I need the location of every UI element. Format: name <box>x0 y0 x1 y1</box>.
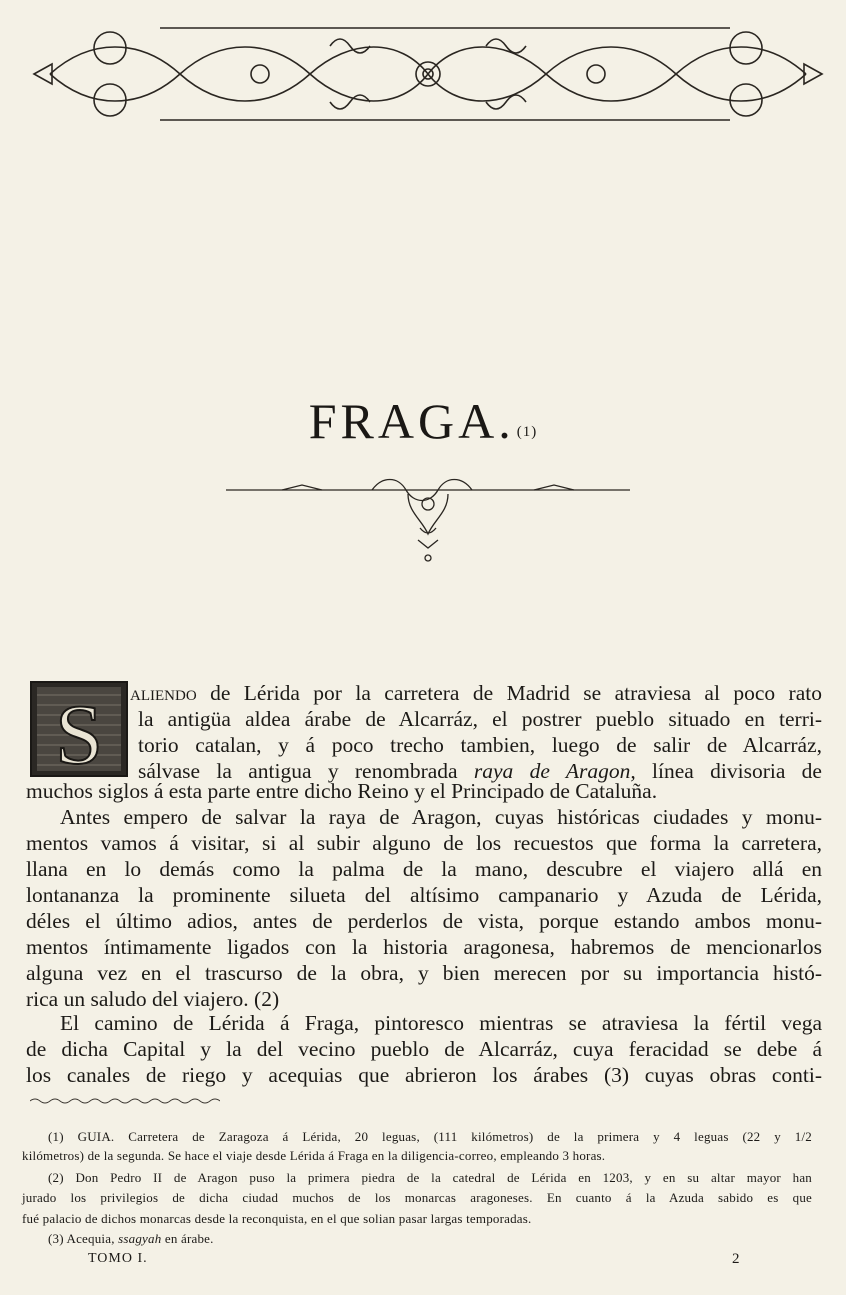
footnote-line: (2) Don Pedro II de Aragon puso la primera piedra de la catedral de Lérida en 1203, y en su altar mayor han <box>48 1170 812 1185</box>
text-line: rica un saludo del viajero. (2) <box>26 987 280 1011</box>
footnote-line: kilómetros) de la segunda. Se hace el viaje desde Lérida á Fraga en la diligencia-correo, empleando 3 horas. <box>22 1148 606 1163</box>
text-line: alguna vez en el trascurso de la obra, y bien merecen por su importancia histó- <box>26 961 822 985</box>
text-line: lontananza la prominente silueta del altísimo campanario y Azuda de Lérida, <box>26 883 822 907</box>
chapter-title-block <box>0 392 846 450</box>
footnote-separator <box>30 1096 220 1106</box>
text-line: torio catalan, y á poco trecho tambien, luego de salir de Alcarráz, <box>138 733 822 757</box>
text-span: línea divisoria de <box>635 759 822 783</box>
text-line: la antigüa aldea árabe de Alcarráz, el postrer pueblo situado en terri- <box>138 707 822 731</box>
italic-phrase: raya de Aragon, <box>473 759 636 783</box>
page-number: 2 <box>732 1251 740 1267</box>
drop-cap-letter: S <box>55 686 103 777</box>
text-span: (3) Acequia, <box>48 1231 119 1246</box>
text-line <box>130 680 822 706</box>
footnote-line: jurado los privilegios de dicha ciudad muchos de los monarcas aragoneses. En cuanto á la Azuda sabido es que <box>22 1190 812 1205</box>
text-span: en árabe. <box>161 1231 214 1246</box>
footnote-line <box>48 1230 348 1247</box>
text-span: sálvase la antigua y renombrada <box>138 759 474 783</box>
text-line: El camino de Lérida á Fraga, pintoresco mientras se atraviesa la fértil vega <box>60 1011 822 1035</box>
chapter-title: FRAGA. <box>308 393 515 449</box>
title-footnote-marker: (1) <box>516 424 538 440</box>
text-span: de Lérida por la carretera de Madrid se atraviesa al poco rato <box>196 681 822 705</box>
text-line: déles el último adios, antes de perderlos de vista, porque estando ambos monu- <box>26 909 822 933</box>
text-line: mentos vamos á visitar, si al subir alguno de los recuestos que forma la carretera, <box>26 831 822 855</box>
text-line: Antes empero de salvar la raya de Aragon, cuyas históricas ciudades y monu- <box>60 805 822 829</box>
italic-term: ssagyah <box>118 1231 162 1246</box>
drop-cap-s-icon <box>30 681 128 777</box>
footnote-line: (1) GUIA. Carretera de Zaragoza á Lérida, 20 leguas, (111 kilómetros) de la primera y 4 leguas (22 y 1/2 <box>48 1129 812 1144</box>
text-line: mentos íntimamente ligados con la historia aragonesa, habremos de mencionarlos <box>26 935 822 959</box>
volume-label: TOMO I. <box>88 1251 148 1266</box>
ornamental-header-band <box>30 18 826 130</box>
title-ornament <box>222 470 634 570</box>
text-line: los canales de riego y acequias que abrieron los árabes (3) cuyas obras conti- <box>26 1063 822 1087</box>
text-line: de dicha Capital y la del vecino pueblo de Alcarráz, cuya feracidad se debe á <box>26 1037 822 1061</box>
text-line: llana en lo demás como la palma de la mano, descubre el viajero allá en <box>26 857 822 881</box>
opening-word: aliendo <box>130 681 197 705</box>
text-line: muchos siglos á esta parte entre dicho Reino y el Principado de Cataluña. <box>26 779 658 803</box>
footnote-line: fué palacio de dichos monarcas desde la reconquista, en el que solian pasar largas temporadas. <box>22 1211 532 1226</box>
